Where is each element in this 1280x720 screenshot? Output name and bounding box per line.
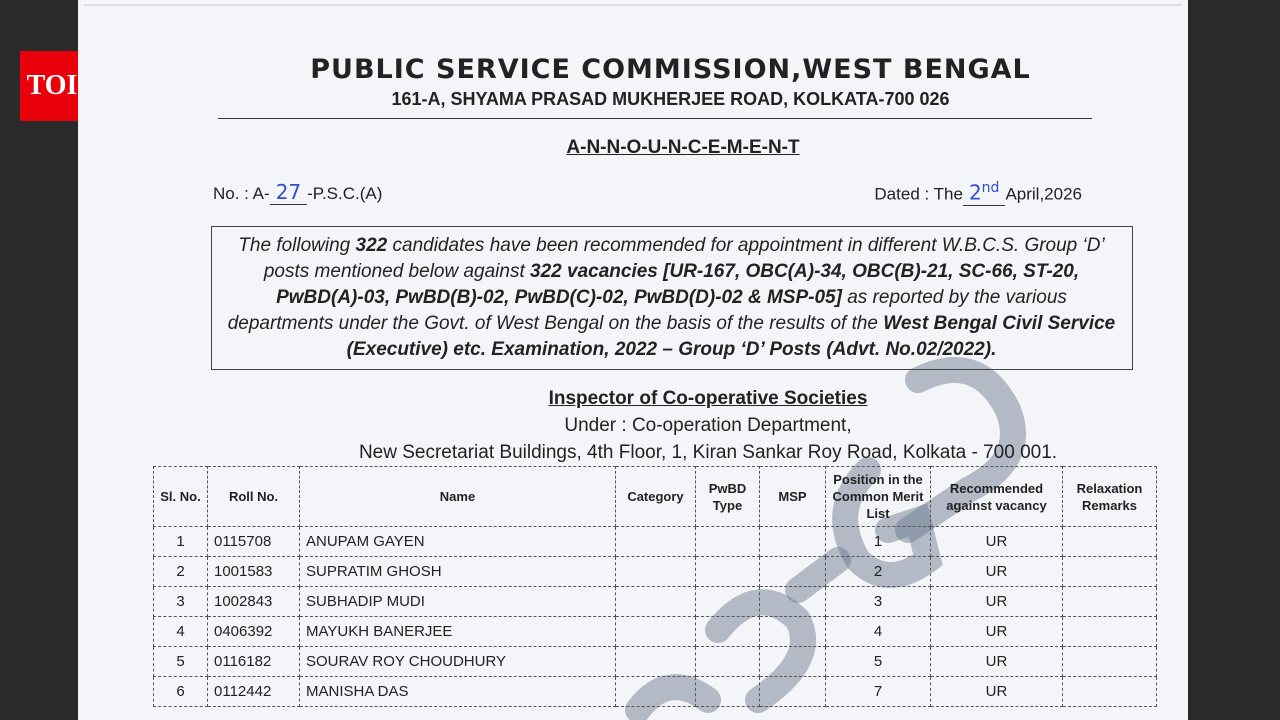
post-title: Inspector of Co-operative Societies (548, 388, 868, 409)
notice-text: candidates have been recommended for appointment in different W.B.C.S. Group ‘D’ posts mentioned below against (263, 235, 1105, 282)
ref-suffix: -P.S.C.(A) (307, 184, 383, 203)
table-row (154, 617, 1157, 647)
day: 2 (968, 180, 982, 205)
notice-text: The following (238, 235, 356, 256)
table-cell: 6 (154, 677, 208, 707)
table-cell (760, 647, 826, 677)
table-cell (760, 587, 826, 617)
dated-label: Dated : The (874, 184, 963, 204)
table-cell (1063, 617, 1157, 647)
table-cell (696, 677, 760, 707)
table-cell (1063, 527, 1157, 557)
column-header: Roll No. (208, 467, 300, 527)
column-header: Sl. No. (154, 467, 208, 527)
table-cell: 4 (826, 617, 931, 647)
table-cell: UR (931, 587, 1063, 617)
table-cell (696, 557, 760, 587)
column-header: Position in the Common Merit List (826, 467, 931, 527)
table-row (154, 677, 1157, 707)
table-cell: ANUPAM GAYEN (300, 527, 616, 557)
table-cell: 0115708 (208, 527, 300, 557)
table-cell (760, 527, 826, 557)
commission-title: PUBLIC SERVICE COMMISSION,WEST BENGAL (310, 54, 1031, 85)
column-header: Name (300, 467, 616, 527)
column-header: Recommended against vacancy (931, 467, 1063, 527)
table-cell: 1002843 (208, 587, 300, 617)
date-month-year: April,2026 (1005, 184, 1082, 204)
table-cell (696, 617, 760, 647)
table-row (154, 557, 1157, 587)
table-cell (1063, 557, 1157, 587)
date-line (874, 180, 1082, 206)
candidates-table (153, 466, 1157, 707)
table-row (154, 527, 1157, 557)
table-cell (760, 677, 826, 707)
table-cell (696, 527, 760, 557)
department: Under : Co-operation Department, (564, 415, 852, 436)
table-cell: 5 (826, 647, 931, 677)
table-cell: UR (931, 557, 1063, 587)
table-cell (616, 587, 696, 617)
table-cell: UR (931, 527, 1063, 557)
table-row (154, 647, 1157, 677)
document-body (153, 226, 1163, 707)
table-cell: SUPRATIM GHOSH (300, 557, 616, 587)
table-cell: SUBHADIP MUDI (300, 587, 616, 617)
table-cell (1063, 677, 1157, 707)
table-cell: 3 (826, 587, 931, 617)
toi-logo: TOI (20, 51, 84, 121)
table-cell (616, 647, 696, 677)
column-header: PwBD Type (696, 467, 760, 527)
table-cell (616, 527, 696, 557)
table-cell: 4 (154, 617, 208, 647)
table-cell: 3 (154, 587, 208, 617)
announcement-heading: A-N-N-O-U-N-C-E-M-E-N-T (566, 137, 800, 158)
table-cell: 5 (154, 647, 208, 677)
ref-prefix: No. : A- (213, 184, 270, 203)
date-day (963, 180, 1006, 206)
table-cell (616, 617, 696, 647)
table-cell: SOURAV ROY CHOUDHURY (300, 647, 616, 677)
table-cell: UR (931, 617, 1063, 647)
column-header: Relaxation Remarks (1063, 467, 1157, 527)
table-cell: 1001583 (208, 557, 300, 587)
table-cell (1063, 587, 1157, 617)
column-header: MSP (760, 467, 826, 527)
table-cell: 0406392 (208, 617, 300, 647)
ref-number: 27 (270, 180, 307, 205)
table-cell: 2 (154, 557, 208, 587)
notice-text: West Bengal Civil Service (Executive) etc. Examination, 2022 – Group ‘D’ Posts (Advt. No.02/2022). (346, 313, 1116, 360)
table-cell (760, 617, 826, 647)
notice-box (211, 226, 1133, 370)
column-header: Category (616, 467, 696, 527)
table-cell: UR (931, 647, 1063, 677)
notice-text: as reported by the various departments under the Govt. of West Bengal on the basis of the results of the (227, 287, 1067, 334)
document-page (78, 0, 1188, 720)
table-cell (616, 677, 696, 707)
table-cell: 1 (154, 527, 208, 557)
department-address: New Secretariat Buildings, 4th Floor, 1, Kiran Sankar Roy Road, Kolkata - 700 001. (358, 442, 1058, 463)
table-cell: 2 (826, 557, 931, 587)
page-edge (84, 4, 1182, 6)
header-divider (218, 118, 1092, 119)
table-cell (696, 587, 760, 617)
table-cell (760, 557, 826, 587)
reference-number (213, 180, 382, 205)
table-cell: MAYUKH BANERJEE (300, 617, 616, 647)
table-row (154, 587, 1157, 617)
table-cell: 0116182 (208, 647, 300, 677)
notice-text: 322 vacancies [UR-167, OBC(A)-34, OBC(B)-21, SC-66, ST-20, PwBD(A)-03, PwBD(B)-02, PwBD(C)-02, PwBD(D)-02 & MSP-05] (276, 261, 1080, 308)
table-cell: 0112442 (208, 677, 300, 707)
notice-text: 322 (355, 235, 388, 256)
table-cell: UR (931, 677, 1063, 707)
table-cell (696, 647, 760, 677)
commission-address: 161-A, SHYAMA PRASAD MUKHERJEE ROAD, KOLKATA-700 026 (391, 89, 950, 109)
table-cell (1063, 647, 1157, 677)
day-suffix: nd (981, 180, 1000, 196)
table-cell: 1 (826, 527, 931, 557)
table-cell: 7 (826, 677, 931, 707)
table-cell (616, 557, 696, 587)
table-cell: MANISHA DAS (300, 677, 616, 707)
